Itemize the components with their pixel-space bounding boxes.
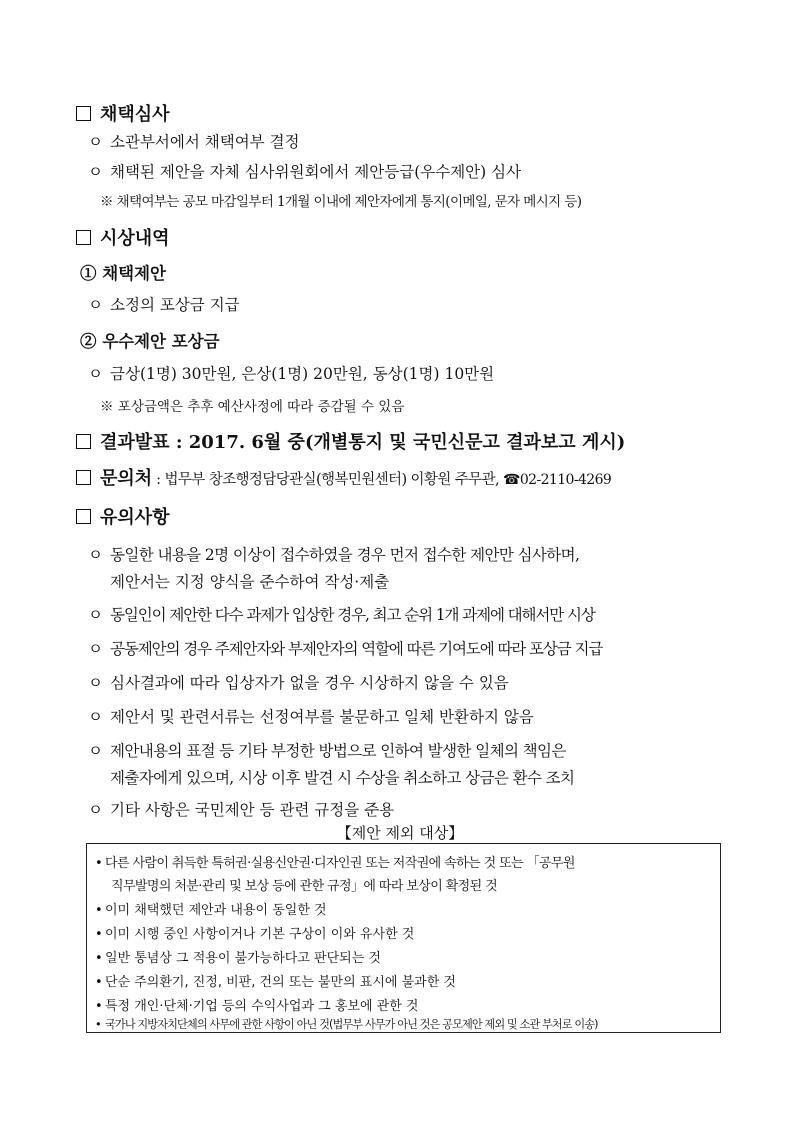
list-item: ㅇ 동일인이 제안한 다수 과제가 입상한 경우, 최고 순위 1개 과제에 대해서만 시상 (88, 603, 595, 625)
list-item: ㅇ 공동제안의 경우 주제안자와 부제안자의 역할에 따른 기여도에 따라 포상금 지급 (88, 637, 602, 659)
note-text: ※ 채택여부는 공모 마감일부터 1개월 이내에 제안자에게 통지(이메일, 문자 메시지 등) (100, 194, 582, 210)
list-item: • 특정 개인·단체·기업 등의 수익사업과 그 홍보에 관한 것 (95, 999, 419, 1014)
dot-bullet-icon: • (95, 951, 103, 966)
checkbox-square-icon (76, 470, 91, 485)
contact-detail: : 법무부 창조행정담당관실(행복민원센터) 이황원 주무관, (152, 472, 503, 488)
dot-bullet-icon: • (95, 975, 103, 990)
exclusions-title: 【제안 제외 대상】 (336, 824, 464, 842)
list-item: ㅇ 금상(1명) 30만원, 은상(1명) 20만원, 동상(1명) 10만원 (88, 362, 494, 384)
circle-bullet-icon: ㅇ (88, 365, 103, 383)
dot-bullet-icon: • (95, 927, 103, 942)
list-item: ㅇ 제안내용의 표절 등 기타 부정한 방법으로 인하여 발생한 일체의 책임은 (88, 739, 566, 761)
phone-number: 02-2110-4269 (519, 472, 612, 488)
section-heading-notes (76, 503, 170, 529)
circle-bullet-icon: ㅇ (88, 708, 103, 726)
list-item: • 일반 통념상 그 적용이 불가능하다고 판단되는 것 (95, 951, 381, 966)
section-title: 시상내역 (100, 228, 170, 249)
list-item: ㅇ 심사결과에 따라 입상자가 없을 경우 시상하지 않을 수 있음 (88, 671, 509, 693)
dot-bullet-icon: • (95, 1018, 101, 1031)
list-item: ㅇ 소관부서에서 채택여부 결정 (88, 130, 300, 152)
list-item: ㅇ 채택된 제안을 자체 심사위원회에서 제안등급(우수제안) 심사 (88, 160, 521, 182)
checkbox-square-icon (76, 106, 91, 121)
circle-bullet-icon: ㅇ (88, 640, 102, 658)
list-item-continuation: 제안서는 지정 양식을 준수하여 작성·제출 (110, 573, 390, 591)
list-item: • 이미 시행 중인 사항이거나 기본 구상이 이와 유사한 것 (95, 927, 415, 942)
section-heading-contact (76, 464, 611, 490)
section-heading-awards (76, 224, 170, 250)
list-item: ㅇ 동일한 내용을 2명 이상이 접수하였을 경우 먼저 접수한 제안만 심사하며, (88, 543, 579, 565)
checkbox-square-icon (76, 509, 91, 524)
circle-bullet-icon: ㅇ (88, 296, 103, 314)
section-title: 유의사항 (100, 507, 170, 528)
circle-bullet-icon: ㅇ (88, 606, 102, 624)
section-title: 문의처 (100, 468, 153, 489)
dot-bullet-icon: • (95, 999, 103, 1014)
list-item: • 국가나 지방자치단체의 사무에 관한 사항이 아닌 것(법무부 사무가 아닌 것은 공모제안 제외 및 소관 부처로 이송) (95, 1018, 598, 1031)
list-item-continuation: 직무발명의 처분·관리 및 보상 등에 관한 규정」에 따라 보상이 확정된 것 (111, 879, 498, 894)
phone-icon: ☎ (503, 472, 520, 488)
dot-bullet-icon: • (95, 856, 103, 871)
circle-bullet-icon: ㅇ (88, 674, 103, 692)
list-item-continuation: 제출자에게 있으며, 시상 이후 발견 시 수상을 취소하고 상금은 환수 조치 (110, 769, 575, 787)
dot-bullet-icon: • (95, 903, 103, 918)
circle-bullet-icon: ㅇ (88, 801, 103, 819)
subsection-title: ② 우수제안 포상금 (80, 332, 220, 351)
checkbox-square-icon (76, 434, 91, 449)
list-item: • 단순 주의환기, 진정, 비판, 건의 또는 불만의 표시에 불과한 것 (95, 975, 456, 990)
list-item: • 이미 채택했던 제안과 내용이 동일한 것 (95, 903, 327, 918)
circle-bullet-icon: ㅇ (88, 163, 103, 181)
list-item: • 다른 사람이 취득한 특허권·실용신안권·디자인권 또는 저작권에 속하는 것 또는 「공무원 (95, 856, 575, 871)
list-item: ㅇ 기타 사항은 국민제안 등 관련 규정을 준용 (88, 798, 394, 820)
checkbox-square-icon (76, 230, 91, 245)
circle-bullet-icon: ㅇ (88, 133, 103, 151)
section-title: 채택심사 (100, 104, 170, 125)
circle-bullet-icon: ㅇ (88, 742, 103, 760)
list-item: ㅇ 제안서 및 관련서류는 선정여부를 불문하고 일체 반환하지 않음 (88, 705, 534, 727)
result-detail: : 2017. 6월 중(개별통지 및 국민신문고 결과보고 게시) (169, 432, 626, 453)
subsection-title: ① 채택제안 (80, 264, 167, 283)
exclusions-box (86, 843, 721, 1033)
section-title: 결과발표 (100, 432, 170, 453)
list-item: ㅇ 소정의 포상금 지급 (88, 293, 240, 315)
note-text: ※ 포상금액은 추후 예산사정에 따라 증감될 수 있음 (100, 399, 405, 415)
circle-bullet-icon: ㅇ (88, 546, 103, 564)
section-heading-review (76, 100, 170, 126)
section-heading-result (76, 428, 625, 454)
